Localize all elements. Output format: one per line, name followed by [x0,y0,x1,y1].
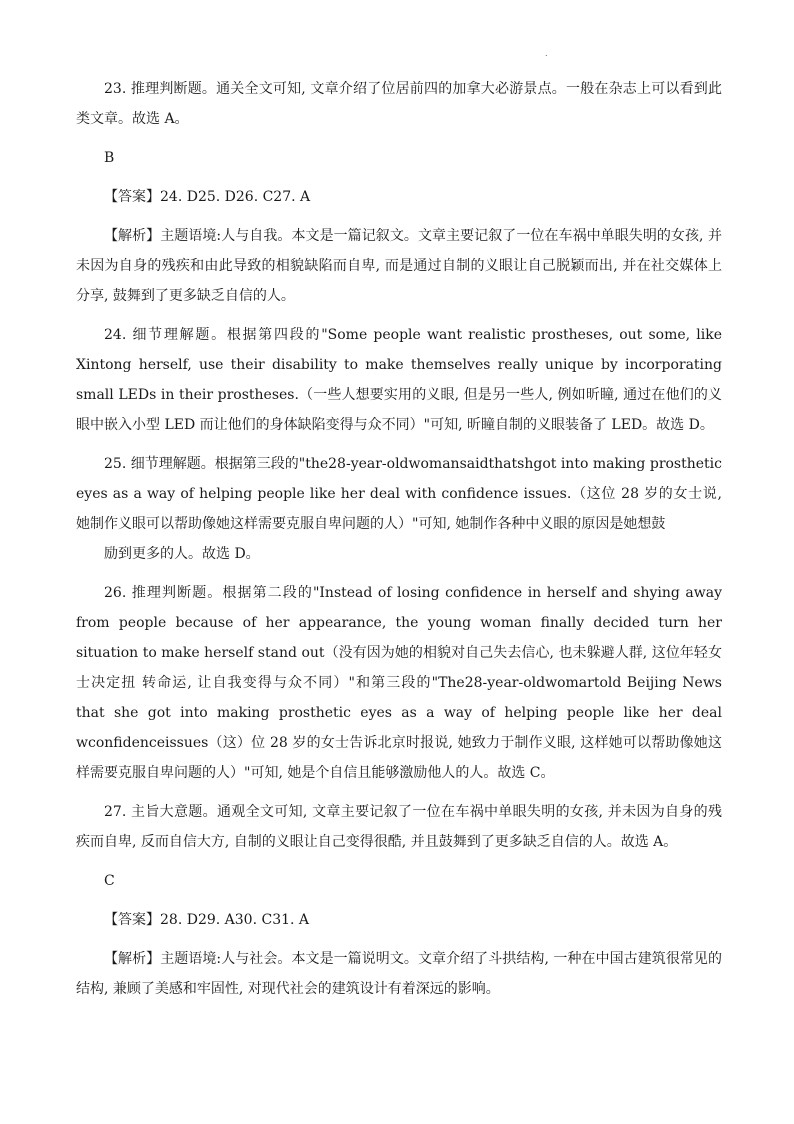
analysis-c: 【解析】主题语境:人与社会。本文是一篇说明文。文章介绍了斗拱结构, 一种在中国古建筑很常见的结构, 兼顾了美感和牢固性, 对现代社会的建筑设计有着深远的影响。 [76,951,722,997]
explanation-q24: 24. 细节理解题。根据第四段的"Some people want realistic prostheses, out some, like Xintong herself, use their disability to make themselves really unique by incorporating small LEDs in their prostheses.（一些人想要实用的义眼, 但是另一些人, 例如昕瞳, 通过在他们的义眼中嵌入小型 LED 而让他们的身体缺陷变得与众不同）"可知, 昕瞳自制的义眼装备了 LED。故选 D。 [76,327,722,433]
answer-line-c: 【答案】28. D29. A30. C31. A [104,912,310,928]
answer-key-content [76,74,722,1013]
explanation-q25-tail: 励到更多的人。故选 D。 [104,546,260,562]
explanation-q23: 23. 推理判断题。通关全文可知, 文章介绍了位居前四的加拿大必游景点。一般在杂志上可以看到此类文章。故选 A。 [76,81,722,127]
explanation-q27: 27. 主旨大意题。通观全文可知, 文章主要记叙了一位在车祸中单眼失明的女孩, 并未因为自身的残疾而自卑, 反而自信大方, 自制的义眼让自己变得很酷, 并且鼓舞到了更多缺乏自信的人。故选 A。 [76,804,722,850]
section-label-c: C [104,873,115,889]
section-label-b: B [104,150,115,166]
page-mark: . [545,49,548,58]
analysis-b: 【解析】主题语境:人与自我。本文是一篇记叙文。文章主要记叙了一位在车祸中单眼失明的女孩, 并未因为自身的残疾和由此导致的相貌缺陷而自卑, 而是通过自制的义眼让自己脱颖而出, 并在社交媒体上分享, 鼓舞到了更多缺乏自信的人。 [76,228,722,304]
explanation-q26: 26. 推理判断题。根据第二段的"Instead of losing confidence in herself and shying away from people because of her appearance, the young woman finally decided turn her situation to make herself stand out（没有因为她的相貌对自己失去信心, 也未躲避人群, 这位年轻女士决定扭 转命运, 让自我变得与众不同）"和第三段的"The28-year-oldwomartold Beijing News that she got into making prosthetic eyes as a way of helping people like her deal wconfidenceissues（这）位 28 岁的女士告诉北京时报说, 她致力于制作义眼, 这样她可以帮助像她这样需要克服自卑问题的人）"可知, 她是个自信且能够激励他人的人。故选 C。 [76,585,722,781]
explanation-q25: 25. 细节理解题。根据第三段的"the28-year-oldwomansaidthatshgot into making prosthetic eyes as a way of helping people like her deal with confidence issues.（这位 28 岁的女士说, 她制作义眼可以帮助像她这样需要克服自卑问题的人）"可知, 她制作各种中义眼的原因是她想鼓 [76,456,722,532]
answer-line-b: 【答案】24. D25. D26. C27. A [104,189,311,205]
